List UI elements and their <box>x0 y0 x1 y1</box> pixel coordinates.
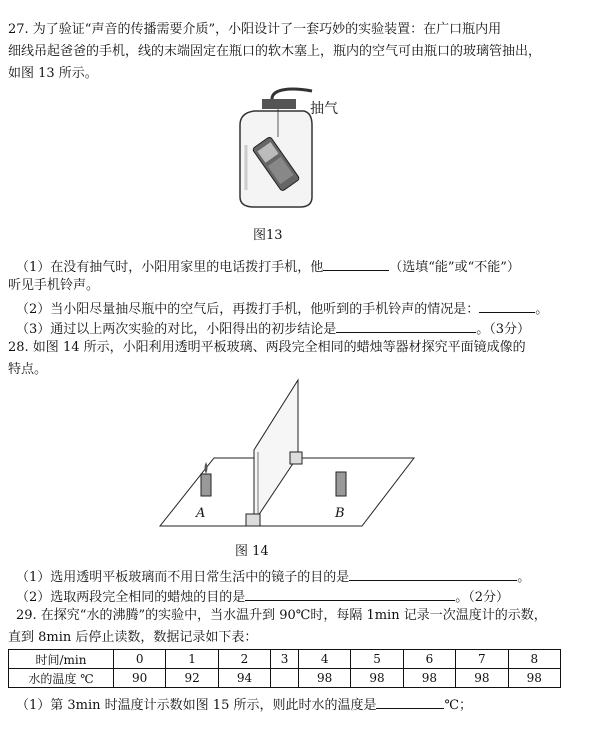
table-cell: 98 <box>298 669 350 688</box>
table-cell: 92 <box>166 669 218 688</box>
table-cell: 6 <box>403 650 455 669</box>
table-cell: 0 <box>114 650 166 669</box>
candle-b <box>336 472 346 496</box>
table-cell: 98 <box>456 669 508 688</box>
table-cell: 98 <box>508 669 560 688</box>
table-cell: 5 <box>351 650 403 669</box>
candle-a <box>201 474 211 496</box>
table-cell: 90 <box>114 669 166 688</box>
figure-14-caption: 图 14 <box>235 544 269 559</box>
table-cell: 2 <box>218 650 270 669</box>
table-row-time <box>9 650 561 669</box>
clamp-bottom <box>246 514 260 526</box>
q27-s1c: 听见手机铃声。 <box>8 278 100 293</box>
q28-line2: 特点。 <box>8 362 48 377</box>
table-cell: 3 <box>271 650 299 669</box>
table-cell: 8 <box>508 650 560 669</box>
q27-line1: 27. 为了验证“声音的传播需要介质”，小阳设计了一套巧妙的实验装置：在广口瓶内用 <box>8 22 502 37</box>
q27-s1: （1）在没有抽气时，小阳用家里的电话拨打手机，他 （选填“能”或“不能”） <box>16 256 520 278</box>
glass-tube <box>272 89 312 99</box>
label-a: A <box>196 506 206 521</box>
q27-line3: 如图 13 所示。 <box>8 66 98 81</box>
figure-14-mirror-setup <box>156 372 416 542</box>
table-cell: 4 <box>298 650 350 669</box>
table-cell <box>271 669 299 688</box>
table-cell: 98 <box>351 669 403 688</box>
q28-s1: （1）选用透明平板玻璃而不用日常生活中的镜子的目的是 。 <box>16 566 530 588</box>
q29-line1: 29. 在探究“水的沸腾”的实验中，当水温升到 90℃时，每隔 1min 记录一次温度计的示数， <box>16 608 547 623</box>
table-row-temp <box>9 669 561 688</box>
table-cell: 98 <box>403 669 455 688</box>
cork-stopper <box>262 99 296 109</box>
clamp-top <box>290 452 302 464</box>
figure-13-caption: 图13 <box>253 228 283 243</box>
q28-line1: 28. 如图 14 所示，小阳利用透明平板玻璃、两段完全相同的蜡烛等器材探究平面镜成像的 <box>8 340 526 355</box>
table-cell: 94 <box>218 669 270 688</box>
q29-line2: 直到 8min 后停止读数，数据记录如下表： <box>8 630 258 645</box>
q27-s3: （3）通过以上两次实验的对比，小阳得出的初步结论是 。（3分） <box>16 318 530 340</box>
q27-s2: （2）当小阳尽量抽尽瓶中的空气后，再拨打手机，他听到的手机铃声的情况是： 。 <box>16 298 548 320</box>
figure-13-label: 抽气 <box>310 101 338 117</box>
q27-line2: 细线吊起爸爸的手机，线的末端固定在瓶口的软木塞上，瓶内的空气可由瓶口的玻璃管抽出， <box>8 44 542 59</box>
temperature-table <box>8 649 561 688</box>
table-cell: 7 <box>456 650 508 669</box>
label-b: B <box>335 506 345 521</box>
table-cell: 1 <box>166 650 218 669</box>
header-temp: 水的温度 ℃ <box>9 669 114 688</box>
q29-s1: （1）第 3min 时温度计示数如图 15 所示，则此时水的温度是 ℃； <box>16 694 472 716</box>
header-time: 时间/min <box>9 650 114 669</box>
q28-s2: （2）选取两段完全相同的蜡烛的目的是 。（2分） <box>16 586 509 608</box>
